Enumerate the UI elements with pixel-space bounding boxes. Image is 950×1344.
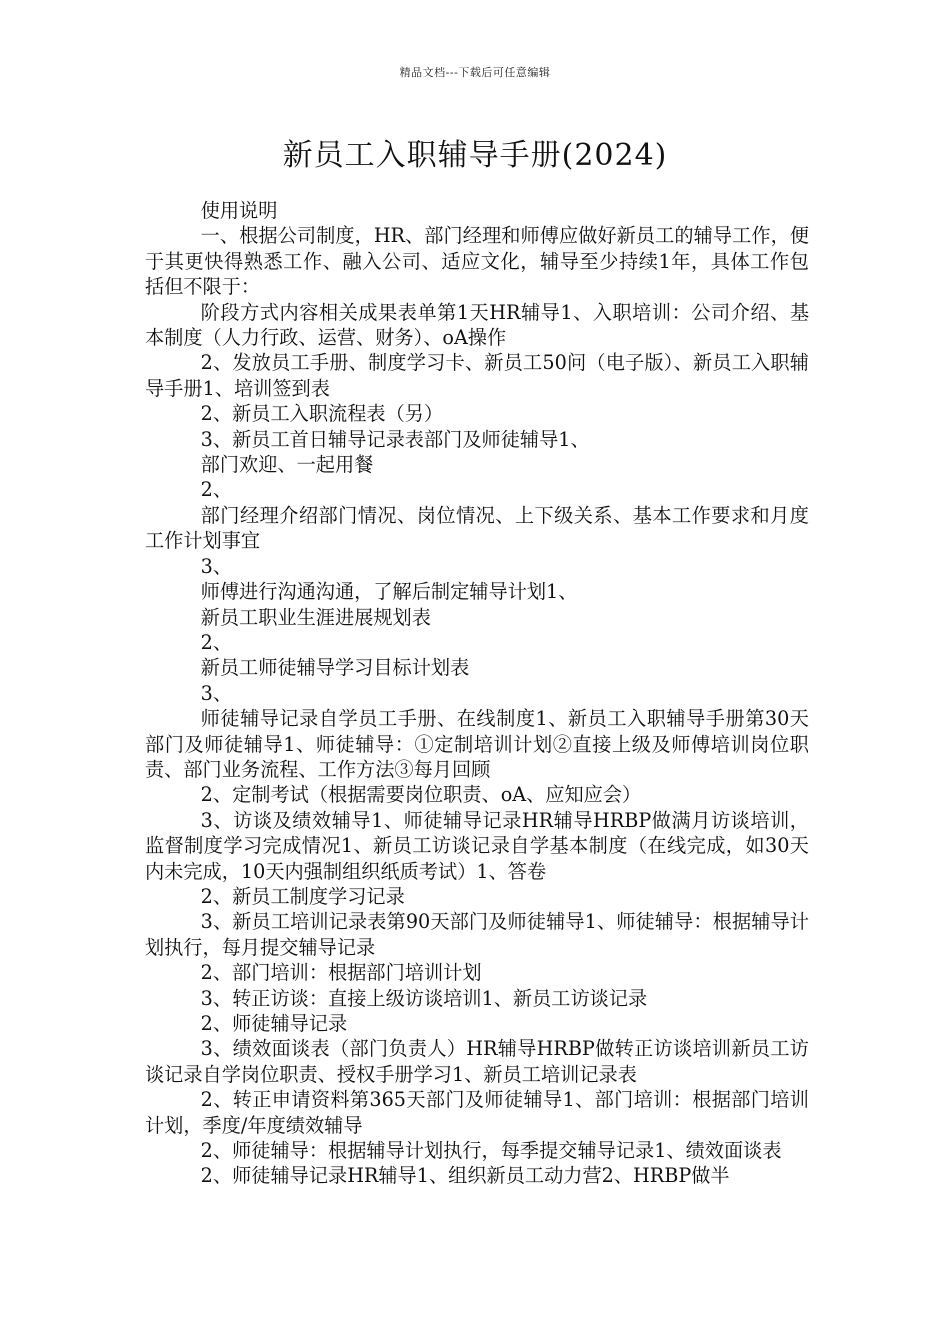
paragraph: 2、定制考试（根据需要岗位职责、oA、应知应会） bbox=[200, 783, 642, 807]
paragraph: 3、转正访谈：直接上级访谈培训1、新员工访谈记录 bbox=[200, 986, 648, 1010]
paragraph: 新员工师徒辅导学习目标计划表 bbox=[200, 656, 470, 680]
paragraph: 2、新员工入职流程表（另） bbox=[200, 402, 444, 426]
paragraph: 3、 bbox=[200, 681, 233, 705]
document-title: 新员工入职辅导手册(2024) bbox=[282, 138, 668, 173]
page-header-note: 精品文档---下载后可任意编辑 bbox=[399, 66, 551, 79]
paragraph: 2、转正申请资料第365天部门及师徒辅导1、部门培训：根据部门培训计划，季度/年度绩效辅导 bbox=[145, 1088, 809, 1137]
paragraph: 一、根据公司制度，HR、部门经理和师傅应做好新员工的辅导工作，便于其更快得熟悉工作、融入公司、适应文化，辅导至少持续1年，具体工作包括但不限于： bbox=[145, 224, 809, 299]
paragraph: 阶段方式内容相关成果表单第1天HR辅导1、入职培训：公司介绍、基本制度（人力行政、运营、财务）、oA操作 bbox=[145, 300, 809, 350]
paragraph: 师徒辅导记录自学员工手册、在线制度1、新员工入职辅导手册第30天部门及师徒辅导1、师徒辅导：①定制培训计划②直接上级及师傅培训岗位职责、部门业务流程、工作方法③每月回顾 bbox=[145, 707, 809, 781]
paragraph: 使用说明 bbox=[200, 199, 278, 222]
paragraph: 2、部门培训：根据部门培训计划 bbox=[200, 961, 482, 985]
paragraph: 2、师徒辅导记录 bbox=[200, 1012, 348, 1035]
paragraph: 2、 bbox=[200, 478, 233, 502]
paragraph: 部门经理介绍部门情况、岗位情况、上下级关系、基本工作要求和月度工作计划事宜 bbox=[145, 503, 809, 553]
paragraph: 部门欢迎、一起用餐 bbox=[200, 453, 374, 477]
paragraph: 2、新员工制度学习记录 bbox=[200, 884, 405, 908]
paragraph: 师傅进行沟通沟通，了解后制定辅导计划1、 bbox=[200, 580, 578, 604]
document-body bbox=[145, 198, 809, 1189]
paragraph: 3、 bbox=[200, 554, 233, 578]
paragraph: 2、 bbox=[200, 630, 233, 654]
paragraph: 3、访谈及绩效辅导1、师徒辅导记录HR辅导HRBP做满月访谈培训，监督制度学习完成情况1、新员工访谈记录自学基本制度（在线完成，如30天内未完成，10天内强制组织纸质考试）1、答卷 bbox=[145, 808, 809, 883]
paragraph: 2、师徒辅导：根据辅导计划执行，每季提交辅导记录1、绩效面谈表 bbox=[200, 1139, 782, 1163]
paragraph: 3、新员工培训记录表第90天部门及师徒辅导1、师徒辅导：根据辅导计划执行，每月提交辅导记录 bbox=[145, 910, 809, 959]
paragraph: 3、新员工首日辅导记录表部门及师徒辅导1、 bbox=[200, 427, 590, 451]
paragraph: 2、发放员工手册、制度学习卡、新员工50问（电子版）、新员工入职辅导手册1、培训签到表 bbox=[145, 351, 809, 400]
paragraph: 3、绩效面谈表（部门负责人）HR辅导HRBP做转正访谈培训新员工访谈记录自学岗位职责、授权手册学习1、新员工培训记录表 bbox=[145, 1037, 809, 1086]
paragraph: 2、师徒辅导记录HR辅导1、组织新员工动力营2、HRBP做半 bbox=[200, 1164, 730, 1188]
paragraph: 新员工职业生涯进展规划表 bbox=[200, 605, 431, 629]
